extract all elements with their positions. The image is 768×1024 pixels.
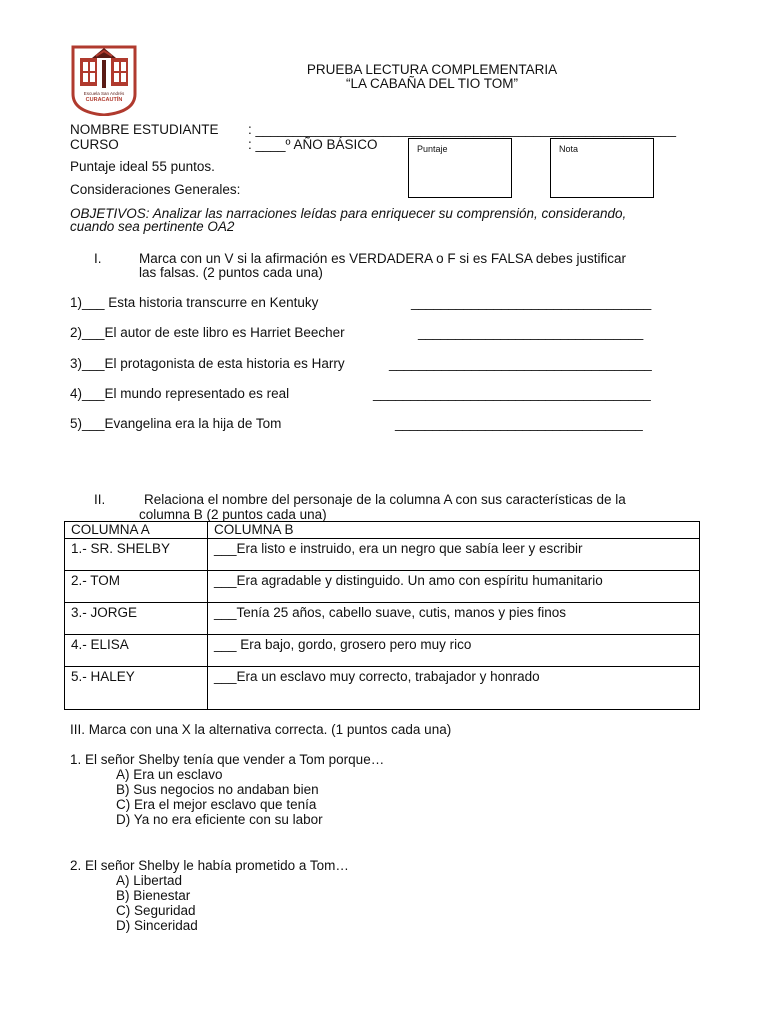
section3-instruction: III. Marca con una X la alternativa correcta. (1 puntos cada una) bbox=[70, 722, 452, 737]
logo-text-bottom: CURACAUTÍN bbox=[85, 97, 123, 103]
column-b-header: COLUMNA B bbox=[208, 522, 700, 539]
question-text: 2. El señor Shelby le había prometido a Tom… bbox=[70, 858, 349, 873]
character-trait[interactable]: ___ Era bajo, gordo, grosero pero muy rico bbox=[208, 635, 700, 667]
table-row bbox=[65, 539, 700, 571]
curso-field[interactable]: : ____º AÑO BÁSICO bbox=[248, 137, 378, 152]
vf-item-text: 3)___El protagonista de esta historia es Harry bbox=[70, 356, 345, 371]
vf-item-answer-line[interactable]: ___________________________________ bbox=[389, 356, 652, 371]
table-row bbox=[65, 603, 700, 635]
document-title: PRUEBA LECTURA COMPLEMENTARIA bbox=[306, 62, 558, 77]
objetivos-line2: cuando sea pertinente OA2 bbox=[70, 219, 235, 234]
vf-item-answer-line[interactable]: _________________________________ bbox=[395, 416, 643, 431]
section1-number: I. bbox=[94, 251, 102, 266]
section2-instruction-line2: columna B (2 puntos cada una) bbox=[139, 507, 327, 522]
vf-item-answer-line[interactable]: ________________________________ bbox=[411, 295, 652, 310]
vf-item-text: 2)___El autor de este libro es Harriet Beecher bbox=[70, 325, 345, 340]
question-text: 1. El señor Shelby tenía que vender a Tom porque… bbox=[70, 752, 385, 767]
section2-number: II. bbox=[94, 492, 106, 507]
option-b[interactable]: B) Sus negocios no andaban bien bbox=[116, 782, 319, 797]
table-row bbox=[65, 635, 700, 667]
character-trait[interactable]: ___Era agradable y distinguido. Un amo con espíritu humanitario bbox=[208, 571, 700, 603]
option-d[interactable]: D) Ya no era eficiente con su labor bbox=[116, 812, 323, 827]
table-row bbox=[65, 571, 700, 603]
nombre-field[interactable]: : ________________________________________________________ bbox=[248, 122, 676, 137]
puntaje-ideal: Puntaje ideal 55 puntos. bbox=[70, 159, 215, 174]
character-trait[interactable]: ___Era un esclavo muy correcto, trabajador y honrado bbox=[208, 667, 700, 710]
nota-label: Nota bbox=[559, 144, 579, 154]
option-a[interactable]: A) Libertad bbox=[116, 873, 183, 888]
character-trait[interactable]: ___Era listo e instruido, era un negro que sabía leer y escribir bbox=[208, 539, 700, 571]
vf-item-text: 1)___ Esta historia transcurre en Kentuky bbox=[70, 295, 319, 310]
logo-text-top: Escuela San Andrés bbox=[83, 91, 125, 96]
character-name: 3.- JORGE bbox=[65, 603, 208, 635]
option-b[interactable]: B) Bienestar bbox=[116, 888, 191, 903]
column-a-header: COLUMNA A bbox=[65, 522, 208, 539]
option-d[interactable]: D) Sinceridad bbox=[116, 918, 198, 933]
nombre-label: NOMBRE ESTUDIANTE bbox=[70, 122, 219, 137]
table-header-row bbox=[65, 522, 700, 539]
puntaje-box[interactable] bbox=[408, 138, 512, 198]
section1-instruction-line2: las falsas. (2 puntos cada una) bbox=[139, 265, 323, 280]
option-a[interactable]: A) Era un esclavo bbox=[116, 767, 223, 782]
table-row bbox=[65, 667, 700, 710]
character-name: 1.- SR. SHELBY bbox=[65, 539, 208, 571]
character-name: 5.- HALEY bbox=[65, 667, 208, 710]
option-c[interactable]: C) Era el mejor esclavo que tenía bbox=[116, 797, 317, 812]
option-c[interactable]: C) Seguridad bbox=[116, 903, 196, 918]
section2-instruction-line1: Relaciona el nombre del personaje de la columna A con sus características de la bbox=[144, 492, 626, 507]
character-name: 2.- TOM bbox=[65, 571, 208, 603]
nota-box[interactable] bbox=[550, 138, 654, 198]
vf-item-text: 4)___El mundo representado es real bbox=[70, 386, 290, 401]
objetivos-line1: OBJETIVOS: Analizar las narraciones leídas para enriquecer su comprensión, considerando, bbox=[70, 206, 627, 221]
vf-item-answer-line[interactable]: ______________________________ bbox=[418, 325, 644, 340]
section1-instruction-line1: Marca con un V si la afirmación es VERDADERA o F si es FALSA debes justificar bbox=[139, 251, 626, 266]
consideraciones-generales: Consideraciones Generales: bbox=[70, 182, 241, 197]
matching-table bbox=[64, 521, 700, 710]
curso-label: CURSO bbox=[70, 137, 119, 152]
puntaje-label: Puntaje bbox=[417, 144, 448, 154]
school-logo bbox=[70, 44, 138, 116]
character-trait[interactable]: ___Tenía 25 años, cabello suave, cutis, manos y pies finos bbox=[208, 603, 700, 635]
vf-item-answer-line[interactable]: _____________________________________ bbox=[373, 386, 651, 401]
document-subtitle: “LA CABAÑA DEL TIO TOM” bbox=[345, 76, 519, 91]
vf-item-text: 5)___Evangelina era la hija de Tom bbox=[70, 416, 282, 431]
character-name: 4.- ELISA bbox=[65, 635, 208, 667]
